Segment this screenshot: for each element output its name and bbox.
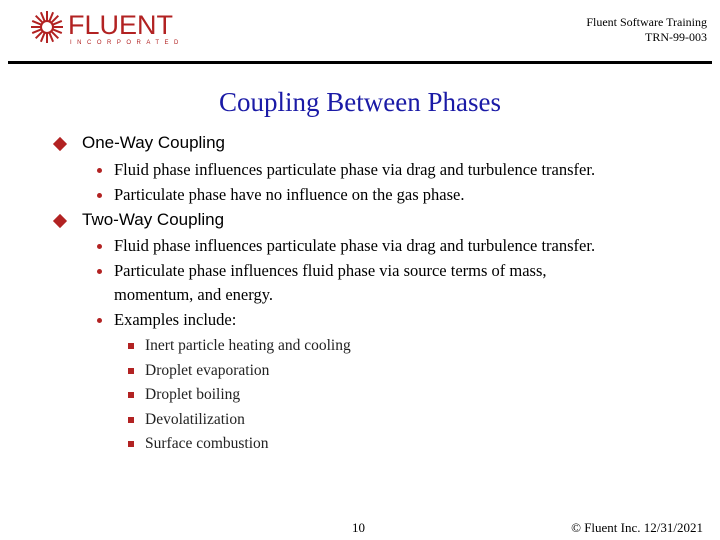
square-bullet-icon: [128, 417, 134, 423]
section-heading: One-Way Coupling: [82, 133, 225, 152]
example-item: Inert particle heating and cooling: [145, 337, 351, 354]
header-divider: [8, 61, 712, 64]
section-heading: Two-Way Coupling: [82, 210, 225, 229]
dot-bullet-icon: [97, 269, 102, 274]
list-item: Particulate phase have no influence on the gas phase.: [114, 185, 465, 204]
header-training-info: [586, 15, 707, 45]
diamond-bullet-icon: [53, 214, 67, 228]
logo-subtext: INCORPORATED: [70, 40, 184, 46]
diamond-bullet-icon: [53, 137, 67, 151]
example-item: Devolatilization: [145, 411, 245, 428]
training-code: TRN-99-003: [645, 30, 707, 44]
dot-bullet-icon: [97, 193, 102, 198]
list-item: Fluid phase influences particulate phase via drag and turbulence transfer.: [114, 236, 596, 255]
fluent-logo: [30, 10, 184, 50]
square-bullet-icon: [128, 343, 134, 349]
dot-bullet-icon: [97, 244, 102, 249]
logo-wordmark: FLUENT: [68, 10, 174, 40]
list-item: Particulate phase influences fluid phase via source terms of mass,: [114, 261, 547, 280]
page-number: 10: [352, 520, 365, 535]
slide-title: Coupling Between Phases: [219, 87, 501, 117]
example-item: Droplet evaporation: [145, 362, 270, 379]
square-bullet-icon: [128, 368, 134, 374]
dot-bullet-icon: [97, 318, 102, 323]
copyright-notice: © Fluent Inc. 12/31/2021: [571, 520, 703, 535]
training-title: Fluent Software Training: [586, 15, 707, 29]
example-item: Droplet boiling: [145, 386, 241, 403]
list-item: Examples include:: [114, 310, 237, 329]
fluent-starburst-icon: [30, 10, 64, 44]
square-bullet-icon: [128, 441, 134, 447]
example-item: Surface combustion: [145, 435, 269, 452]
square-bullet-icon: [128, 392, 134, 398]
list-item: Fluid phase influences particulate phase via drag and turbulence transfer.: [114, 160, 596, 179]
dot-bullet-icon: [97, 168, 102, 173]
list-item-continuation: momentum, and energy.: [114, 285, 274, 304]
